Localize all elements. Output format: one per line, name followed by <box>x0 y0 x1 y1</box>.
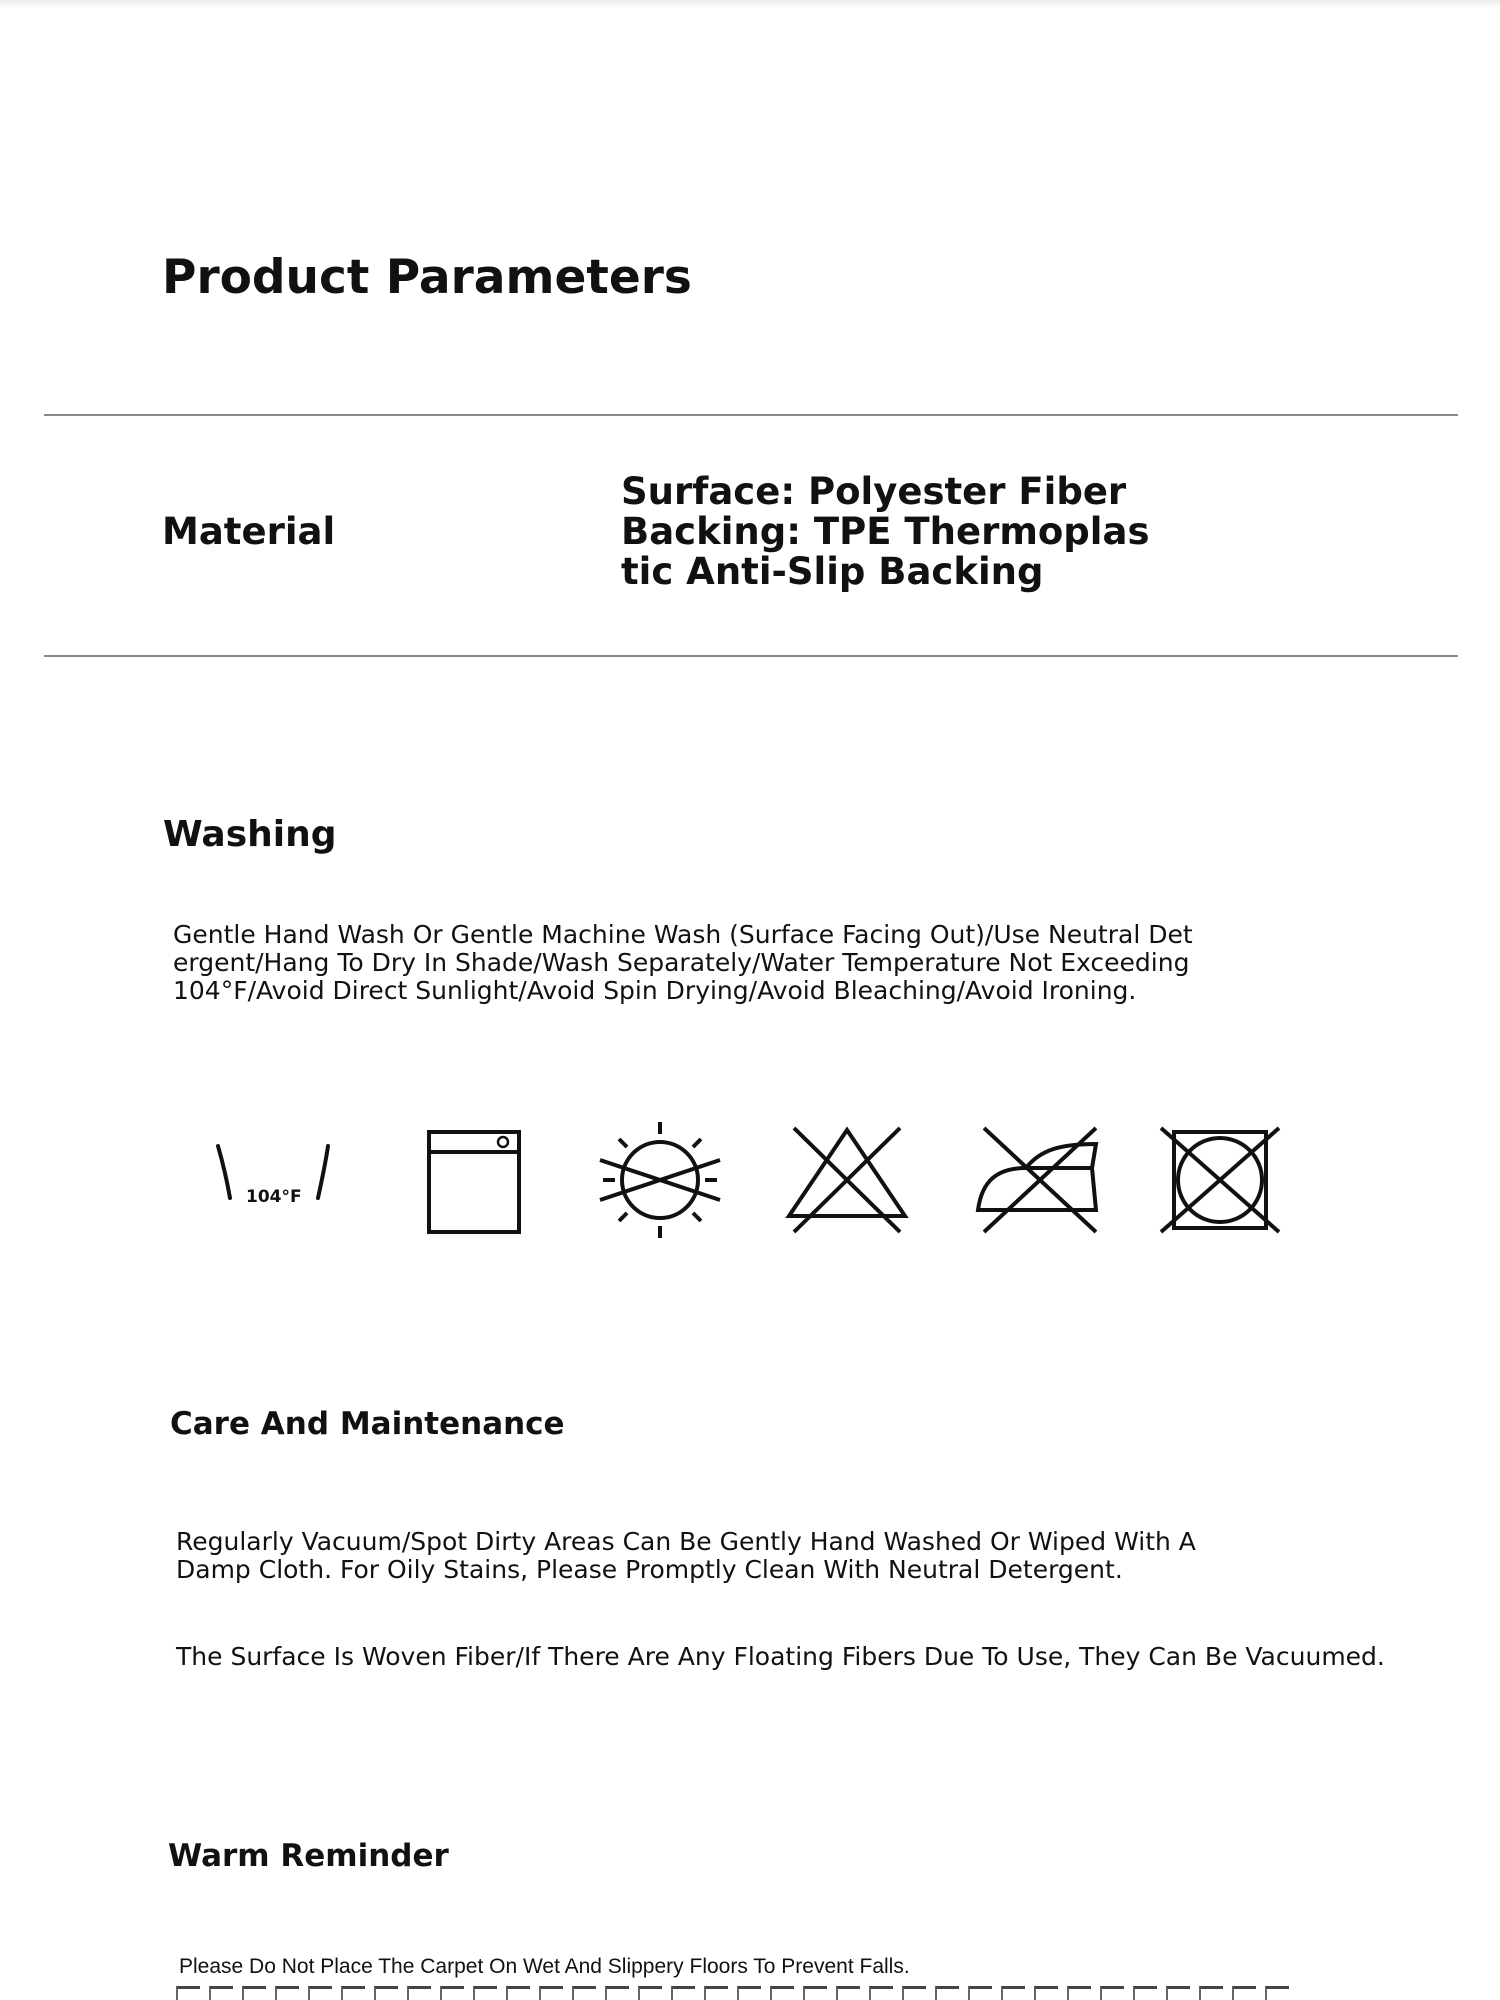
temperature-label: 104°F <box>246 1187 302 1207</box>
washing-heading: Washing <box>163 814 337 855</box>
page-top-shadow <box>0 0 1500 8</box>
machine-wash-icon <box>410 1120 540 1240</box>
care-text-2: The Surface Is Woven Fiber/If There Are Any Floating Fibers Due To Use, They Can Be Vacuumed. <box>176 1642 1385 1671</box>
material-value: Surface: Polyester Fiber Backing: TPE Thermoplastic Anti-Slip Backing <box>621 470 1150 593</box>
clipped-text-line <box>176 1986 1326 2000</box>
no-direct-sunlight-icon <box>595 1120 725 1240</box>
washing-text: Gentle Hand Wash Or Gentle Machine Wash (Surface Facing Out)/Use Neutral Detergent/Hang To Dry In Shade/Wash Separately/Water Temperature Not Exceeding 104°F/Avoid Direct Sunlight/Avoid Spin Drying/Avoid Bleaching/Avoid Ironing. <box>173 920 1193 1005</box>
warm-reminder-text: Please Do Not Place The Carpet On Wet And Slippery Floors To Prevent Falls. <box>179 1955 910 1978</box>
no-ironing-icon <box>970 1120 1100 1240</box>
divider-bottom <box>44 655 1458 657</box>
hand-wash-temperature-icon <box>210 1120 340 1240</box>
no-tumble-dry-icon <box>1155 1120 1285 1240</box>
warm-reminder-heading: Warm Reminder <box>168 1838 449 1874</box>
care-text-1: Regularly Vacuum/Spot Dirty Areas Can Be Gently Hand Washed Or Wiped With A Damp Cloth. For Oily Stains, Please Promptly Clean With Neutral Detergent. <box>176 1527 1196 1584</box>
page-title: Product Parameters <box>162 250 692 305</box>
no-bleach-icon <box>782 1120 912 1240</box>
divider-top <box>44 414 1458 416</box>
material-label: Material <box>162 510 336 553</box>
care-heading: Care And Maintenance <box>170 1406 565 1442</box>
